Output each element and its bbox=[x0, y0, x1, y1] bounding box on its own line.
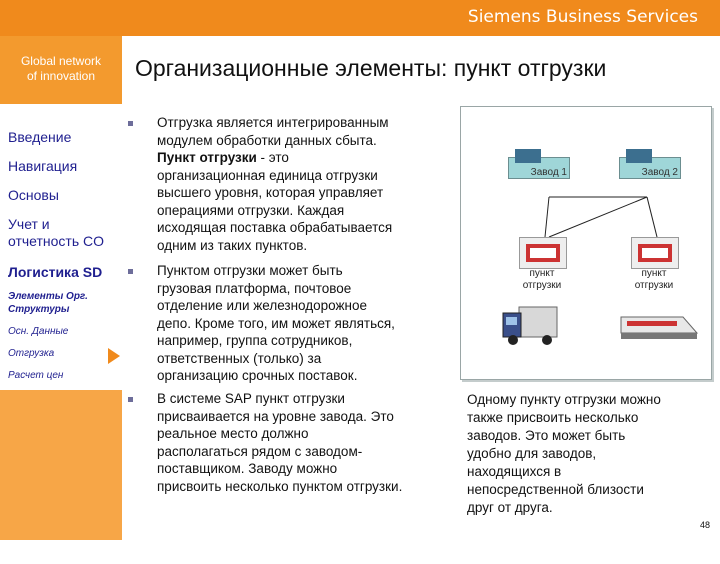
text-line: модулем обработки данных сбыта. bbox=[157, 132, 377, 148]
nav-item-accounting-line1[interactable]: Учет и bbox=[8, 216, 50, 232]
bullet-1-text bbox=[157, 114, 442, 254]
tagline bbox=[0, 54, 122, 84]
tagline-line-1: Global network bbox=[20, 54, 102, 68]
bullet-2-text bbox=[157, 262, 442, 385]
factory-icon bbox=[626, 149, 652, 163]
plant-icons bbox=[461, 137, 711, 217]
text-line: реальное место должно bbox=[157, 426, 309, 441]
page-number: 48 bbox=[700, 520, 711, 530]
tagline-line-2: of innovation bbox=[26, 69, 96, 83]
current-section-arrow-icon bbox=[108, 348, 120, 364]
sidebar-tagline-block bbox=[0, 36, 122, 104]
org-diagram bbox=[460, 106, 712, 380]
sidebar bbox=[0, 36, 122, 564]
subnav-org-elements-line2[interactable]: Структуры bbox=[8, 304, 70, 315]
text-line: удобно для заводов, bbox=[467, 446, 597, 461]
nav-item-accounting-line2[interactable]: отчетность CO bbox=[8, 233, 105, 249]
text-line: организационная единица отгрузки bbox=[157, 167, 378, 183]
text-line bbox=[157, 149, 442, 167]
text-line: операциями отгрузки. Каждая bbox=[157, 202, 345, 218]
text-line: депо. Кроме того, им может являться, bbox=[157, 315, 395, 331]
shipping-point-1-label bbox=[514, 268, 570, 292]
siemens-logo: SIEMENS bbox=[14, 540, 122, 564]
text-line: находящихся в bbox=[467, 464, 562, 479]
shipping-point-2-label bbox=[626, 268, 682, 292]
text-line: отделение или железнодорожное bbox=[157, 298, 368, 313]
text-line: друг от друга. bbox=[467, 500, 553, 515]
brand-name: Siemens Business Services bbox=[467, 7, 698, 27]
label-line: пункт bbox=[529, 268, 555, 279]
text-line: организацию срочных поставок. bbox=[157, 368, 358, 383]
shipping-point-2-icon bbox=[631, 237, 679, 269]
subnav-org-elements-line1[interactable]: Элементы Орг. bbox=[8, 291, 88, 302]
text-line: ответственных (только) за bbox=[157, 350, 322, 366]
text-line: Отгрузка является интегрированным bbox=[157, 115, 389, 130]
text-line: грузовая платформа, почтовое bbox=[157, 280, 352, 296]
subnav-pricing[interactable]: Расчет цен bbox=[8, 370, 64, 381]
top-banner bbox=[0, 0, 720, 36]
shipping-point-term: Пункт отгрузки bbox=[157, 150, 257, 165]
text-line: располагаться рядом с заводом- bbox=[157, 443, 363, 459]
nav-item-navigation[interactable]: Навигация bbox=[8, 158, 78, 174]
text-line: высшего уровня, которая управляет bbox=[157, 185, 384, 200]
label-line: пункт bbox=[641, 268, 667, 279]
label-line: отгрузки bbox=[522, 280, 562, 291]
text-line: непосредственной близости bbox=[467, 482, 644, 497]
subnav-shipping[interactable]: Отгрузка bbox=[8, 348, 55, 359]
text-line: одним из таких пунктов. bbox=[157, 237, 308, 253]
text-line: присвоить несколько пунктом отгрузки. bbox=[157, 478, 403, 494]
text-line: присваивается на уровне завода. Это bbox=[157, 408, 394, 424]
bullet-icon bbox=[128, 269, 133, 274]
text-line: В системе SAP пункт отгрузки bbox=[157, 391, 345, 406]
nav-item-logistics-sd[interactable]: Логистика SD bbox=[8, 264, 103, 280]
side-note bbox=[467, 391, 712, 517]
text-line: Одному пункту отгрузки можно bbox=[467, 392, 661, 407]
subnav-master-data[interactable]: Осн. Данные bbox=[8, 326, 69, 337]
text-line: например, группа сотрудников, bbox=[157, 333, 353, 348]
nav-item-basics[interactable]: Основы bbox=[8, 187, 59, 203]
sidebar-logo-block bbox=[0, 390, 122, 540]
bullet-icon bbox=[128, 397, 133, 402]
dock-icon bbox=[632, 238, 678, 268]
text-line: также присвоить несколько bbox=[467, 410, 639, 425]
slide-title: Организационные элементы: пункт отгрузки bbox=[135, 55, 607, 81]
nav-item-intro[interactable]: Введение bbox=[8, 129, 72, 145]
plant-1-label: Завод 1 bbox=[530, 167, 567, 178]
text-line: поставщиком. Заводу можно bbox=[157, 461, 338, 476]
dock-icon bbox=[520, 238, 566, 268]
transport-icons bbox=[461, 295, 711, 365]
text-line: заводов. Это может быть bbox=[467, 428, 626, 443]
factory-icon bbox=[515, 149, 541, 163]
train-icon bbox=[621, 317, 697, 339]
truck-icon bbox=[503, 307, 557, 345]
bullet-icon bbox=[128, 121, 133, 126]
shipping-point-1-icon bbox=[519, 237, 567, 269]
label-line: отгрузки bbox=[634, 280, 674, 291]
text-fragment: - это bbox=[256, 150, 289, 165]
bullet-3-text bbox=[157, 390, 457, 495]
text-line: исходящая поставка обрабатывается bbox=[157, 220, 393, 235]
plant-2-label: Завод 2 bbox=[641, 167, 678, 178]
text-line: Пунктом отгрузки может быть bbox=[157, 263, 343, 278]
